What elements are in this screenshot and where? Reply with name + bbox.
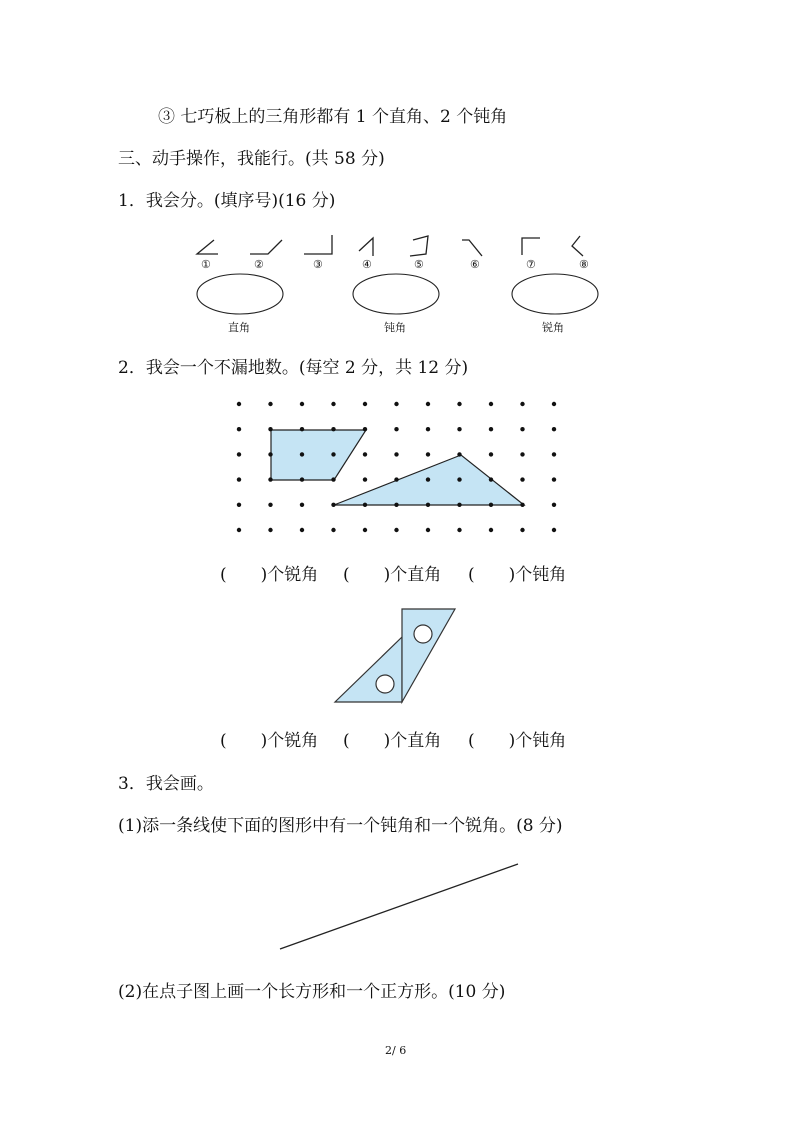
q3-title: 3．我会画。 <box>118 774 214 794</box>
category-obtuse: 钝角 <box>384 321 406 334</box>
section-title: 三、动手操作，我能行。(共 58 分) <box>118 149 385 169</box>
q3-part1: (1)添一条线使下面的图形中有一个钝角和一个锐角。(8 分) <box>118 816 563 836</box>
previous-item-3: ③ 七巧板上的三角形都有 1 个直角、2 个钝角 <box>158 107 508 127</box>
q1-title: 1．我会分。(填序号)(16 分) <box>118 191 336 211</box>
given-line <box>280 864 518 949</box>
q2-title: 2．我会一个不漏地数。(每空 2 分，共 12 分) <box>118 358 469 378</box>
angle-label-8: ⑧ <box>579 258 589 271</box>
q2-row1-right: ( )个直角 <box>343 565 442 585</box>
q2-row2-right: ( )个直角 <box>343 731 442 751</box>
category-acute: 锐角 <box>542 321 564 334</box>
q2-row2-obtuse: ( )个钝角 <box>468 731 567 751</box>
angle-label-3: ③ <box>313 258 323 271</box>
q2-row1-acute: ( )个锐角 <box>220 565 319 585</box>
q2-row2-acute: ( )个锐角 <box>220 731 319 751</box>
angle-label-5: ⑤ <box>414 258 424 271</box>
q2-row1-obtuse: ( )个钝角 <box>468 565 567 585</box>
angle-label-6: ⑥ <box>470 258 480 271</box>
category-right: 直角 <box>228 321 250 334</box>
angle-label-7: ⑦ <box>526 258 536 271</box>
angle-label-2: ② <box>254 258 264 271</box>
q3-part2: (2)在点子图上画一个长方形和一个正方形。(10 分) <box>118 982 506 1002</box>
page-number: 2/ 6 <box>385 1044 407 1057</box>
angle-label-1: ① <box>201 258 211 271</box>
angle-label-4: ④ <box>362 258 372 271</box>
